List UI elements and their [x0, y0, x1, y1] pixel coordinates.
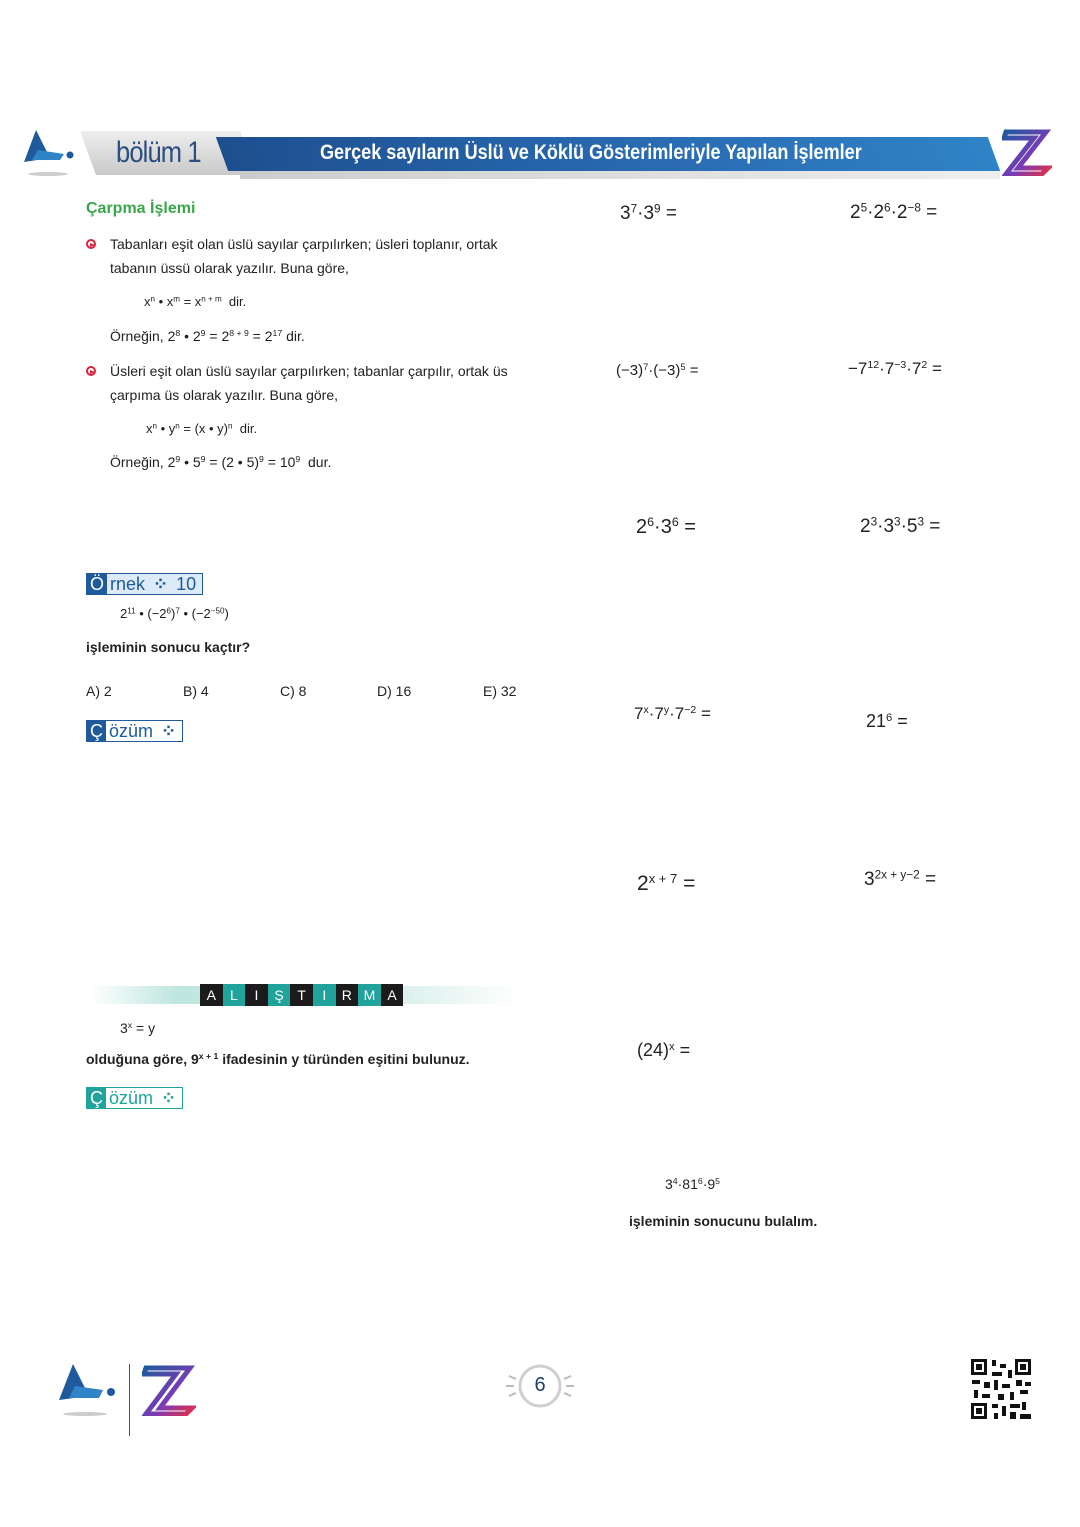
bullet-icon	[86, 366, 96, 376]
math-exponent: 6	[671, 515, 679, 530]
math-exponent: 4	[672, 1176, 678, 1187]
rule2-example	[110, 454, 331, 470]
dots-icon: ⁘	[153, 573, 169, 594]
exercise-given	[120, 1020, 155, 1036]
math-exponent: −2	[684, 704, 697, 717]
rule1-example	[110, 328, 305, 344]
math-exponent: 17	[272, 328, 283, 339]
math-exponent: x + 1	[198, 1051, 219, 1062]
math-text: )	[224, 606, 229, 621]
math-text: dir.	[221, 294, 247, 309]
math-exponent: 7	[175, 606, 180, 616]
math-text: dur.	[300, 454, 332, 470]
math-text: 3	[864, 869, 875, 890]
example-expression	[120, 606, 229, 621]
math-exponent: 9	[200, 454, 206, 465]
math-text: • 2	[180, 328, 201, 344]
math-text: = y	[132, 1020, 156, 1036]
math-exponent: 6	[647, 515, 655, 530]
option-a: A) 2	[86, 683, 112, 699]
math-exponent: y	[663, 704, 670, 717]
math-text: 2	[850, 202, 861, 223]
math-text: =	[892, 711, 908, 731]
math-exponent: x	[669, 1040, 675, 1053]
math-exponent: 3	[894, 515, 901, 529]
qr-code-icon[interactable]	[970, 1358, 1032, 1420]
math-text: =	[674, 1040, 691, 1060]
problem-2	[850, 202, 937, 224]
math-exponent: 6	[884, 201, 891, 215]
publisher-logo-icon	[20, 128, 76, 178]
math-text: ·9	[702, 1176, 716, 1192]
math-text: =	[678, 516, 696, 538]
math-text: 3	[620, 203, 631, 224]
math-exponent: m	[173, 294, 180, 304]
math-text: 3	[120, 1020, 128, 1036]
problem-10	[864, 869, 936, 891]
math-exponent: 6	[886, 711, 893, 724]
math-text: x	[144, 294, 151, 309]
math-exponent: 9	[654, 202, 661, 216]
math-text: ·2	[867, 202, 885, 223]
math-text: =	[919, 869, 937, 890]
math-text: ·5	[900, 516, 918, 537]
math-exponent: 3	[917, 515, 925, 529]
math-text: ·2	[890, 202, 908, 223]
math-exponent: 8 + 9	[229, 328, 249, 339]
math-text: =	[920, 202, 938, 223]
math-text: 2	[636, 516, 648, 538]
example-tag: Ö rnek ⁘ 10	[86, 573, 203, 595]
math-text: =	[924, 516, 941, 537]
exercise-question	[86, 1051, 470, 1067]
option-e: E) 32	[483, 683, 517, 699]
math-exponent: 8	[175, 328, 181, 339]
math-exponent: 9	[259, 454, 264, 465]
math-text: (24)	[637, 1040, 670, 1060]
problem-7	[634, 704, 711, 724]
math-text: dir.	[282, 328, 305, 344]
problem-9	[637, 872, 695, 896]
problem-6	[860, 516, 940, 538]
bullet-icon	[86, 239, 96, 249]
math-exponent: x	[643, 704, 649, 717]
math-text: −7	[848, 359, 868, 378]
math-text: 21	[866, 711, 887, 731]
math-text: ·(−3)	[648, 362, 681, 379]
math-text: = x	[179, 294, 202, 309]
math-exponent: 5	[680, 361, 686, 372]
section-heading: Çarpma İşlemi	[86, 200, 196, 217]
math-exponent: n	[150, 294, 155, 304]
math-text: = 2	[248, 328, 273, 344]
math-exponent: 7	[630, 202, 638, 216]
footer-divider	[129, 1364, 130, 1436]
math-text: • y	[156, 421, 176, 436]
math-text: • (−2	[179, 606, 211, 621]
rule1-line1: Tabanları eşit olan üslü sayılar çarpılırken; üsleri toplanır, ortak	[110, 236, 498, 252]
dots-icon: ⁘	[161, 720, 177, 741]
math-text: ·7	[648, 704, 664, 723]
math-text: =	[660, 203, 677, 224]
math-exponent: 11	[127, 606, 136, 616]
math-text: 2	[637, 872, 649, 895]
math-exponent: x	[127, 1020, 133, 1031]
problem-5	[636, 516, 696, 539]
chapter-title: Gerçek sayıların Üslü ve Köklü Gösterimleriyle Yapılan İşlemler	[320, 141, 862, 164]
math-exponent: x + 7	[648, 870, 678, 886]
math-text: Örneğin, 2	[110, 454, 176, 470]
publisher-logo-icon	[55, 1362, 117, 1420]
math-exponent: n	[175, 421, 180, 431]
math-exponent: 2x + y−2	[874, 868, 920, 882]
math-exponent: 5	[715, 1176, 720, 1187]
rule1-line2: tabanın üssü olarak yazılır. Buna göre,	[110, 260, 349, 276]
math-exponent: 2	[921, 359, 928, 372]
math-text: ifadesinin y türünden eşitini bulunuz.	[218, 1051, 470, 1067]
z-brand-logo-icon	[142, 1364, 196, 1416]
math-text: x	[146, 421, 153, 436]
math-text: ·3	[637, 203, 655, 224]
option-c: C) 8	[280, 683, 307, 699]
math-exponent: 6	[697, 1176, 703, 1187]
math-text: (−3)	[616, 362, 644, 379]
example-question: işleminin sonucu kaçtır?	[86, 639, 251, 655]
math-text: =	[677, 872, 696, 895]
math-exponent: 3	[870, 515, 878, 529]
rule2-line1: Üsleri eşit olan üslü sayılar çarpılırken; tabanlar çarpılır, ortak üs	[110, 363, 508, 379]
math-exponent: 5	[860, 201, 868, 215]
math-exponent: −50	[210, 606, 225, 616]
math-exponent: −3	[894, 359, 907, 372]
z-brand-logo-icon	[1002, 128, 1052, 176]
option-b: B) 4	[183, 683, 209, 699]
math-text: 2	[860, 516, 871, 537]
exercise-title: A L I Ş T I R M A	[200, 984, 403, 1006]
rule2-formula	[146, 421, 257, 436]
math-exponent: 9	[175, 454, 181, 465]
math-text: =	[696, 704, 711, 723]
section-label: bölüm 1	[116, 136, 201, 169]
math-exponent: −8	[907, 201, 921, 215]
math-exponent: n + m	[201, 294, 222, 304]
math-exponent: 9	[295, 454, 301, 465]
rule2-line2: çarpıma üs olarak yazılır. Buna göre,	[110, 387, 338, 403]
math-exponent: 7	[643, 361, 649, 372]
dots-icon: ⁘	[161, 1087, 177, 1108]
problem-11	[637, 1040, 690, 1061]
problem-1	[620, 203, 677, 225]
math-text: = (2 • 5)	[205, 454, 260, 470]
math-exponent: 9	[200, 328, 206, 339]
math-text: )	[171, 606, 176, 621]
final-problem-text: işleminin sonucunu bulalım.	[629, 1213, 818, 1229]
math-exponent: n	[152, 421, 157, 431]
math-text: dir.	[232, 421, 258, 436]
math-text: =	[685, 362, 699, 379]
math-text: =	[927, 359, 942, 378]
math-text: Örneğin, 2	[110, 328, 176, 344]
math-text: ·3	[877, 516, 895, 537]
math-text: ·7	[669, 704, 685, 723]
math-exponent: 12	[867, 359, 880, 372]
rule1-formula	[144, 294, 246, 309]
math-text: ·7	[906, 359, 922, 378]
final-problem-expression	[665, 1176, 720, 1192]
solution-tag: Ç özüm ⁘	[86, 720, 183, 742]
math-text: = 10	[263, 454, 296, 470]
math-text: ·7	[879, 359, 895, 378]
option-d: D) 16	[377, 683, 412, 699]
math-text: • (−2	[135, 606, 167, 621]
math-text: 2	[120, 606, 128, 621]
exercise-solution-tag: Ç özüm ⁘	[86, 1087, 183, 1109]
math-text: = 2	[205, 328, 230, 344]
problem-4	[848, 359, 942, 379]
math-text: olduğuna göre, 9	[86, 1051, 199, 1067]
problem-3	[616, 362, 698, 379]
math-text: 7	[634, 704, 644, 723]
math-exponent: 6	[166, 606, 172, 616]
math-text: ·81	[677, 1176, 698, 1192]
problem-8	[866, 711, 908, 732]
math-text: • x	[154, 294, 174, 309]
math-text: 3	[665, 1176, 673, 1192]
math-exponent: n	[228, 421, 233, 431]
math-text: • 5	[180, 454, 201, 470]
page-number: 6	[534, 1374, 546, 1396]
math-text: ·3	[654, 516, 672, 538]
math-text: = (x • y)	[179, 421, 228, 436]
